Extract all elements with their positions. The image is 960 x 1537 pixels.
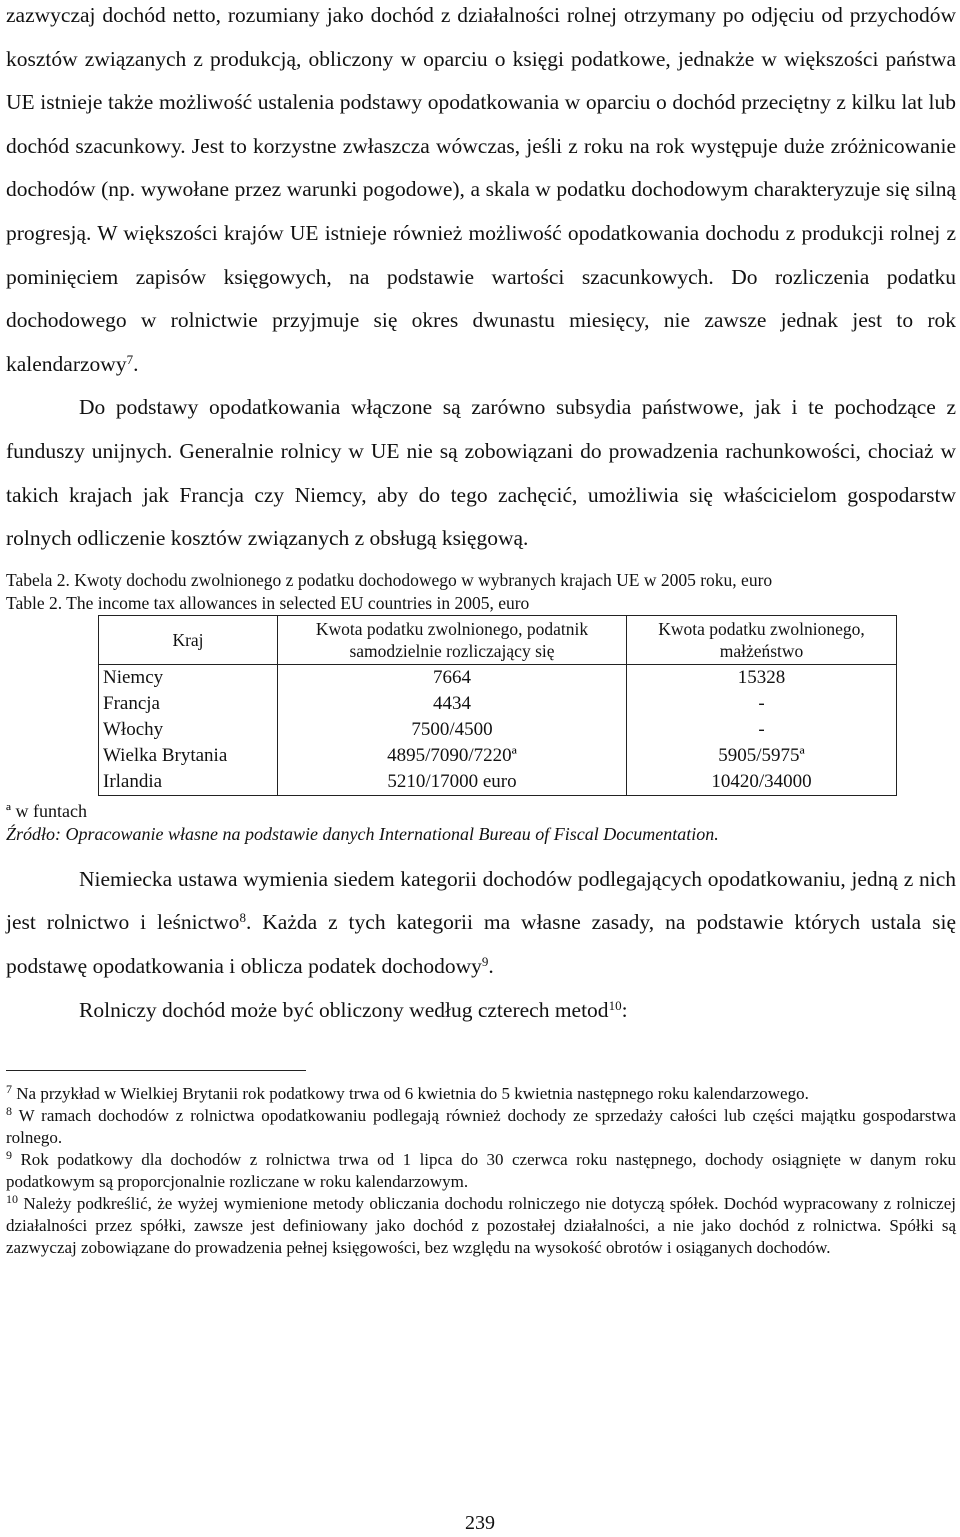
footnote-text: Rok podatkowy dla dochodów z rolnictwa trwa od 1 lipca do 30 czerwca roku następnego, dochody osiągnięte w danym roku podatkowym są proporcjonalnie rozliczane w roku kalendarzowym. bbox=[6, 1150, 956, 1192]
table-source: Źródło: Opracowanie własne na podstawie danych International Bureau of Fiscal Documentation. bbox=[6, 823, 719, 844]
single-cell: 4895/7090/7220ª bbox=[278, 743, 627, 769]
married-cell: - bbox=[627, 691, 897, 717]
footnote-8 bbox=[6, 1105, 956, 1149]
footnote-7 bbox=[6, 1083, 956, 1105]
paragraph-2: Do podstawy opodatkowania włączone są zarówno subsydia państwowe, jak i te pochodzące z funduszy unijnych. Generalnie rolnicy w UE nie są zobowiązani do prowadzenia rachunkowości, chociaż w takich krajach jak Francja czy Niemcy, aby do tego zachęcić, umożliwia się właścicielom gospodarstw rolnych odliczenie kosztów związanych z obsługą księgową. bbox=[6, 395, 956, 551]
table-row bbox=[99, 717, 897, 743]
paragraph-3-end: . bbox=[488, 953, 494, 978]
table-caption-en: Table 2. The income tax allowances in selected EU countries in 2005, euro bbox=[6, 592, 530, 613]
married-cell: 10420/34000 bbox=[627, 769, 897, 796]
single-cell: 4434 bbox=[278, 691, 627, 717]
table-note: ª w funtach bbox=[6, 800, 87, 821]
paragraph-4-end: : bbox=[621, 997, 628, 1022]
married-cell: 5905/5975ª bbox=[627, 743, 897, 769]
paragraph-1-text: zazwyczaj dochód netto, rozumiany jako dochód z działalności rolnej otrzymany po odjęciu od przychodów kosztów związanych z produkcją, obliczony w oparciu o księgi podatkowe, jednakże w większości państwa UE istnieje także możliwość ustalenia podstawy opodatkowania w oparciu o dochód przeciętny z kilku lat lub dochód szacunkowy. Jest to korzystne zwłaszcza wówczas, jeśli z roku na rok występuje duże zróżnicowanie dochodów (np. wywołane przez warunki pogodowe), a skala w podatku dochodowym charakteryzuje się silną progresją. W większości krajów UE istnieje również możliwość opodatkowania dochodu z produkcji rolnej z pominięciem zapisów księgowych, na podstawie wartości szacunkowych. Do rozliczenia podatku dochodowego w rolnictwie przyjmuje się okres dwunastu miesięcy, nie zawsze jednak jest to rok kalendarzowy bbox=[6, 3, 956, 376]
paragraph-3-text: Niemiecka ustawa wymienia siedem kategorii dochodów podlegających opodatkowaniu, jedną z nich jest rolnictwo i leśnictwo bbox=[6, 866, 956, 935]
footnote-text: Na przykład w Wielkiej Brytanii rok podatkowy trwa od 6 kwietnia do 5 kwietnia następnego roku kalendarzowego. bbox=[12, 1084, 809, 1104]
married-cell: - bbox=[627, 717, 897, 743]
footnote-number: 7 bbox=[6, 1082, 12, 1097]
footnote-ref-9: 9 bbox=[481, 953, 489, 969]
document-page bbox=[6, 0, 956, 1259]
table-row bbox=[99, 691, 897, 717]
table-row bbox=[99, 664, 897, 691]
footnote-ref-8: 8 bbox=[239, 910, 246, 926]
country-cell: Irlandia bbox=[99, 769, 278, 796]
footnote-number: 8 bbox=[6, 1104, 12, 1119]
header-married: Kwota podatku zwolnionego, małżeństwo bbox=[627, 615, 897, 664]
footnote-ref-10: 10 bbox=[608, 997, 622, 1013]
footnote-number: 10 bbox=[6, 1192, 18, 1207]
country-cell: Niemcy bbox=[99, 664, 278, 691]
allowance-table bbox=[98, 615, 897, 796]
paragraph-1 bbox=[6, 0, 956, 386]
table-row bbox=[99, 769, 897, 796]
single-cell: 5210/17000 euro bbox=[278, 769, 627, 796]
header-single: Kwota podatku zwolnionego, podatnik samodzielnie rozliczający się bbox=[278, 615, 627, 664]
paragraph-4-text: Rolniczy dochód może być obliczony według czterech metod bbox=[79, 997, 609, 1022]
footnote-9 bbox=[6, 1149, 956, 1193]
header-country: Kraj bbox=[99, 615, 278, 664]
footnote-ref-7: 7 bbox=[126, 351, 134, 367]
paragraph-1-end: . bbox=[133, 351, 139, 376]
footnote-number: 9 bbox=[6, 1148, 12, 1163]
country-cell: Włochy bbox=[99, 717, 278, 743]
table-caption-pl: Tabela 2. Kwoty dochodu zwolnionego z podatku dochodowego w wybranych krajach UE w 2005 roku, euro bbox=[6, 569, 773, 590]
paragraph-3-text-b: . Każda z tych kategorii ma własne zasady, na podstawie których ustala się podstawę opodatkowania i oblicza podatek dochodowy bbox=[6, 910, 956, 978]
footnote-text: Należy podkreślić, że wyżej wymienione metody obliczania dochodu rolniczego nie dotyczą spółek. Dochód wypracowany z rolniczej działalności przez spółki, zawsze jest definiowany jako dochód z pozostałej działalności, a nie jako dochód z rolnictwa. Spółki są zazwyczaj zobowiązane do prowadzenia pełnej księgowości, bez względu na wysokość obrotów i osiąganych dochodów. bbox=[6, 1194, 956, 1258]
married-cell: 15328 bbox=[627, 664, 897, 691]
country-cell: Wielka Brytania bbox=[99, 743, 278, 769]
page-number: 239 bbox=[465, 1512, 495, 1534]
footnote-10 bbox=[6, 1193, 956, 1259]
country-cell: Francja bbox=[99, 691, 278, 717]
single-cell: 7500/4500 bbox=[278, 717, 627, 743]
paragraph-3 bbox=[6, 858, 956, 989]
paragraph-4 bbox=[6, 989, 956, 1033]
footnote-text: W ramach dochodów z rolnictwa opodatkowaniu podlegają również dochody ze sprzedaży całości lub części majątku gospodarstwa rolnego. bbox=[6, 1106, 956, 1148]
table-row bbox=[99, 743, 897, 769]
single-cell: 7664 bbox=[278, 664, 627, 691]
